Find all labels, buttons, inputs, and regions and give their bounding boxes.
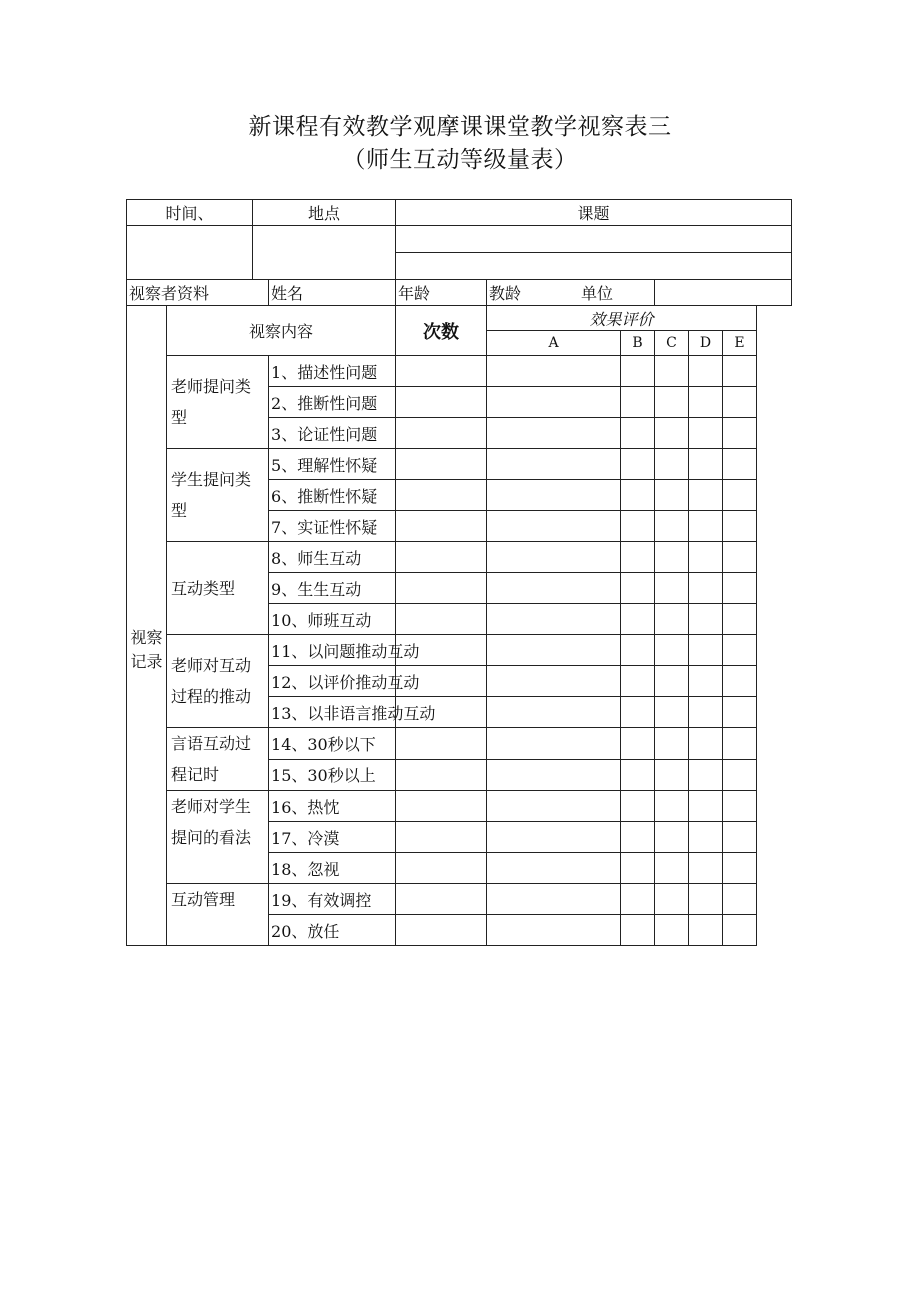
category-label: 老师对互动过程的推动	[167, 635, 269, 728]
rating-cell-b[interactable]	[621, 356, 655, 387]
grade-header-e: E	[723, 331, 757, 356]
rating-cell-a[interactable]	[487, 387, 621, 418]
item-label: 20、放任	[269, 915, 396, 946]
rating-cell-e[interactable]	[723, 573, 757, 604]
count-cell[interactable]	[396, 449, 487, 480]
rating-cell-b[interactable]	[621, 791, 655, 822]
item-label: 13、以非语言推动互动	[269, 697, 396, 728]
place-field[interactable]	[253, 226, 396, 280]
count-cell[interactable]	[396, 884, 487, 915]
topic-field-line-1[interactable]	[396, 226, 792, 253]
document-subtitle: （师生互动等级量表）	[342, 147, 578, 173]
document-title: 新课程有效教学观摩课课堂教学视察表三	[248, 114, 672, 140]
rating-cell-b[interactable]	[621, 449, 655, 480]
category-label: 学生提问类型	[167, 449, 269, 542]
rating-cell-e[interactable]	[723, 728, 757, 760]
unit-field[interactable]	[655, 280, 792, 306]
rating-cell-a[interactable]	[487, 511, 621, 542]
count-cell[interactable]	[396, 604, 487, 635]
rating-cell-d[interactable]	[689, 356, 723, 387]
rating-cell-b[interactable]	[621, 822, 655, 853]
record-header-row-1	[127, 306, 792, 331]
count-cell[interactable]	[396, 542, 487, 573]
rating-cell-a[interactable]	[487, 884, 621, 915]
rating-cell-e[interactable]	[723, 697, 757, 728]
rating-cell-c[interactable]	[655, 635, 689, 666]
grade-header-a: A	[487, 331, 621, 356]
rating-cell-a[interactable]	[487, 635, 621, 666]
rating-cell-b[interactable]	[621, 697, 655, 728]
time-label: 时间、	[127, 200, 253, 226]
rating-cell-d[interactable]	[689, 915, 723, 946]
category-label: 互动管理	[167, 884, 269, 946]
item-label: 9、生生互动	[269, 573, 396, 604]
item-row	[127, 635, 792, 666]
rating-cell-d[interactable]	[689, 573, 723, 604]
item-row	[127, 728, 792, 760]
item-label: 16、热忱	[269, 791, 396, 822]
item-row	[127, 884, 792, 915]
count-cell[interactable]	[396, 418, 487, 449]
rating-cell-c[interactable]	[655, 356, 689, 387]
rating-cell-d[interactable]	[689, 697, 723, 728]
rating-cell-d[interactable]	[689, 449, 723, 480]
rating-cell-b[interactable]	[621, 853, 655, 884]
item-label: 10、师班互动	[269, 604, 396, 635]
item-label: 17、冷漠	[269, 822, 396, 853]
observer-row	[127, 280, 792, 306]
rating-cell-b[interactable]	[621, 635, 655, 666]
rating-header: 效果评价	[487, 306, 757, 331]
rating-cell-e[interactable]	[723, 915, 757, 946]
rating-cell-b[interactable]	[621, 387, 655, 418]
item-row	[127, 542, 792, 573]
rating-cell-b[interactable]	[621, 759, 655, 791]
rating-cell-e[interactable]	[723, 511, 757, 542]
rating-cell-e[interactable]	[723, 418, 757, 449]
category-label: 言语互动过程记时	[167, 728, 269, 791]
rating-cell-b[interactable]	[621, 511, 655, 542]
rating-cell-c[interactable]	[655, 542, 689, 573]
item-label: 12、以评价推动互动	[269, 666, 396, 697]
item-label: 19、有效调控	[269, 884, 396, 915]
count-cell[interactable]	[396, 480, 487, 511]
rating-cell-a[interactable]	[487, 356, 621, 387]
item-label: 6、推断性怀疑	[269, 480, 396, 511]
count-cell[interactable]	[396, 728, 487, 760]
rating-cell-d[interactable]	[689, 604, 723, 635]
rating-cell-d[interactable]	[689, 666, 723, 697]
item-label: 8、师生互动	[269, 542, 396, 573]
observer-info-label: 视察者资料	[127, 280, 269, 306]
rating-cell-d[interactable]	[689, 418, 723, 449]
rating-cell-d[interactable]	[689, 511, 723, 542]
rating-cell-e[interactable]	[723, 356, 757, 387]
rating-cell-d[interactable]	[689, 387, 723, 418]
rating-cell-d[interactable]	[689, 728, 723, 760]
rating-cell-c[interactable]	[655, 573, 689, 604]
rating-cell-b[interactable]	[621, 915, 655, 946]
rating-cell-c[interactable]	[655, 418, 689, 449]
rating-cell-d[interactable]	[689, 853, 723, 884]
topic-field-line-2[interactable]	[396, 253, 792, 280]
rating-cell-c[interactable]	[655, 666, 689, 697]
count-cell[interactable]	[396, 387, 487, 418]
header-row	[127, 200, 792, 226]
rating-cell-c[interactable]	[655, 915, 689, 946]
rating-cell-c[interactable]	[655, 728, 689, 760]
rating-cell-a[interactable]	[487, 418, 621, 449]
rating-cell-e[interactable]	[723, 822, 757, 853]
rating-cell-a[interactable]	[487, 666, 621, 697]
count-cell[interactable]	[396, 822, 487, 853]
rating-cell-b[interactable]	[621, 884, 655, 915]
rating-cell-a[interactable]	[487, 759, 621, 791]
count-cell[interactable]	[396, 759, 487, 791]
place-label: 地点	[253, 200, 396, 226]
rating-cell-c[interactable]	[655, 449, 689, 480]
rating-cell-a[interactable]	[487, 697, 621, 728]
rating-cell-c[interactable]	[655, 480, 689, 511]
age-label: 年龄	[396, 280, 487, 306]
time-field[interactable]	[127, 226, 253, 280]
category-label: 老师对学生提问的看法	[167, 791, 269, 884]
rating-cell-c[interactable]	[655, 604, 689, 635]
rating-cell-c[interactable]	[655, 822, 689, 853]
rating-cell-a[interactable]	[487, 791, 621, 822]
rating-cell-a[interactable]	[487, 480, 621, 511]
rating-cell-e[interactable]	[723, 791, 757, 822]
rating-cell-b[interactable]	[621, 573, 655, 604]
rating-cell-a[interactable]	[487, 604, 621, 635]
rating-cell-e[interactable]	[723, 666, 757, 697]
rating-cell-c[interactable]	[655, 387, 689, 418]
rating-cell-a[interactable]	[487, 853, 621, 884]
teaching-age-cell	[487, 280, 655, 306]
count-cell[interactable]	[396, 791, 487, 822]
count-cell[interactable]	[396, 356, 487, 387]
item-label: 2、推断性问题	[269, 387, 396, 418]
rating-cell-d[interactable]	[689, 542, 723, 573]
rating-cell-e[interactable]	[723, 449, 757, 480]
header-input-row-1	[127, 226, 792, 253]
rating-cell-c[interactable]	[655, 791, 689, 822]
unit-label: 单位	[581, 284, 614, 303]
item-label: 3、论证性问题	[269, 418, 396, 449]
rating-cell-e[interactable]	[723, 759, 757, 791]
count-cell[interactable]	[396, 573, 487, 604]
observation-record-label	[127, 306, 167, 356]
observation-record-label-part: 记录	[130, 652, 163, 672]
rating-cell-c[interactable]	[655, 853, 689, 884]
grade-header-c: C	[655, 331, 689, 356]
name-label: 姓名	[269, 280, 396, 306]
observation-form-table	[126, 199, 792, 946]
grade-header-b: B	[621, 331, 655, 356]
topic-label: 课题	[396, 200, 792, 226]
grade-header-d: D	[689, 331, 723, 356]
rating-cell-d[interactable]	[689, 759, 723, 791]
rating-cell-e[interactable]	[723, 480, 757, 511]
content-header: 视察内容	[167, 306, 396, 356]
rating-cell-d[interactable]	[689, 635, 723, 666]
rating-cell-a[interactable]	[487, 573, 621, 604]
rating-cell-a[interactable]	[487, 542, 621, 573]
item-label: 1、描述性问题	[269, 356, 396, 387]
item-label: 11、以问题推动互动	[269, 635, 396, 666]
item-label: 14、30秒以下	[269, 728, 396, 760]
rating-cell-e[interactable]	[723, 604, 757, 635]
rating-cell-d[interactable]	[689, 480, 723, 511]
rating-cell-c[interactable]	[655, 759, 689, 791]
count-cell[interactable]	[396, 511, 487, 542]
rating-cell-b[interactable]	[621, 666, 655, 697]
rating-cell-c[interactable]	[655, 697, 689, 728]
record-side-column	[127, 356, 167, 946]
count-cell[interactable]	[396, 853, 487, 884]
category-label: 老师提问类型	[167, 356, 269, 449]
rating-cell-a[interactable]	[487, 728, 621, 760]
rating-cell-b[interactable]	[621, 728, 655, 760]
count-cell[interactable]	[396, 915, 487, 946]
rating-cell-d[interactable]	[689, 822, 723, 853]
rating-cell-a[interactable]	[487, 822, 621, 853]
rating-cell-b[interactable]	[621, 480, 655, 511]
rating-cell-e[interactable]	[723, 387, 757, 418]
count-header: 次数	[396, 306, 487, 356]
item-label: 7、实证性怀疑	[269, 511, 396, 542]
item-label: 18、忽视	[269, 853, 396, 884]
rating-cell-e[interactable]	[723, 635, 757, 666]
item-row	[127, 791, 792, 822]
rating-cell-b[interactable]	[621, 604, 655, 635]
rating-cell-e[interactable]	[723, 542, 757, 573]
category-label: 互动类型	[167, 542, 269, 635]
rating-cell-d[interactable]	[689, 884, 723, 915]
rating-cell-a[interactable]	[487, 449, 621, 480]
rating-cell-b[interactable]	[621, 418, 655, 449]
item-label: 5、理解性怀疑	[269, 449, 396, 480]
rating-cell-e[interactable]	[723, 853, 757, 884]
rating-cell-c[interactable]	[655, 511, 689, 542]
observation-record-label-part: 视察	[130, 628, 163, 648]
rating-cell-a[interactable]	[487, 915, 621, 946]
item-row	[127, 449, 792, 480]
rating-cell-d[interactable]	[689, 791, 723, 822]
item-label: 15、30秒以上	[269, 759, 396, 791]
item-row	[127, 356, 792, 387]
rating-cell-b[interactable]	[621, 542, 655, 573]
teaching-age-label: 教龄	[489, 284, 522, 303]
rating-cell-e[interactable]	[723, 884, 757, 915]
rating-cell-c[interactable]	[655, 884, 689, 915]
